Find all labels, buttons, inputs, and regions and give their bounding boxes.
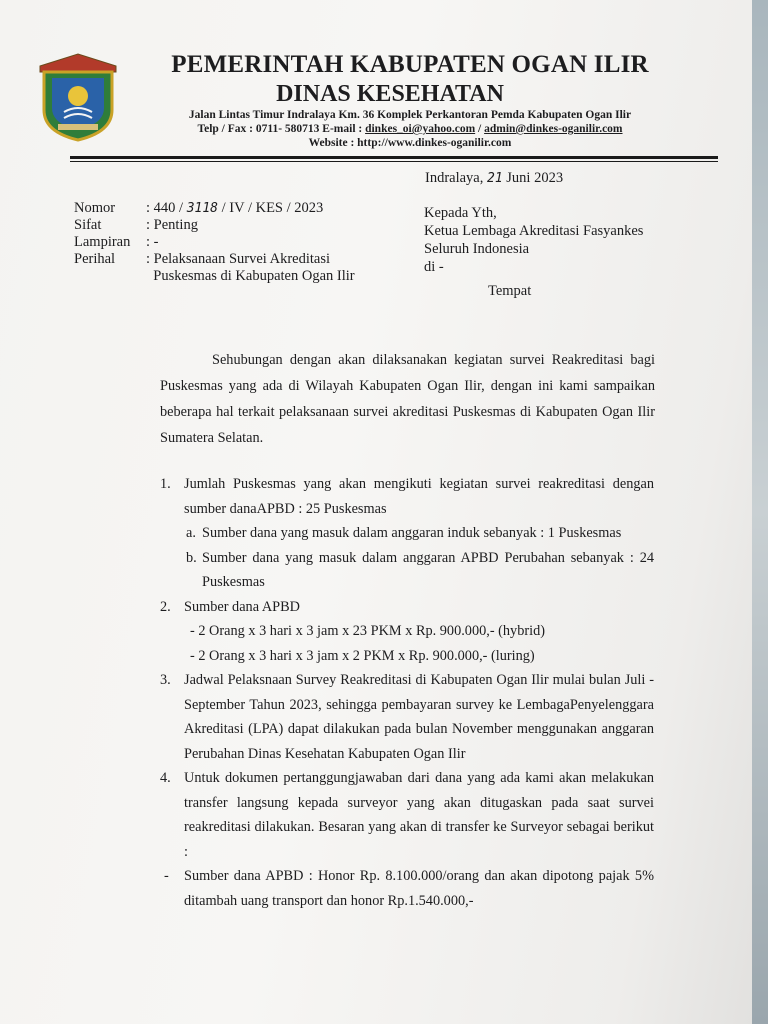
- list-item: 1. Jumlah Puskesmas yang akan mengikuti kegiatan survei reakreditasi dengan sumber danaAPBD : 25 Puskesmas: [160, 476, 654, 517]
- meta-row: Lampiran : -: [74, 234, 159, 250]
- meta-row: Perihal : Pelaksanaan Survei Akreditasi: [74, 251, 331, 267]
- addressee-block: Kepada Yth, Ketua Lembaga Akreditasi Fasyankes Seluruh Indonesia di - Tempat: [424, 205, 644, 299]
- bullet-item: - Sumber dana APBD : Honor Rp. 8.100.000/orang dan akan dipotong pajak 5% ditambah uang transport dan honor Rp.1.540.000,-: [164, 868, 654, 909]
- letterhead-title: PEMERINTAH KABUPATEN OGAN ILIR: [171, 51, 649, 78]
- letterhead-address: Jalan Lintas Timur Indralaya Km. 36 Komplek Perkantoran Pemda Kabupaten Ogan Ilir: [188, 109, 632, 121]
- list-subitem: b. Sumber dana yang masuk dalam anggaran APBD Perubahan sebanyak : 24 Puskesmas: [186, 549, 654, 590]
- list-item: 4. Untuk dokumen pertanggungjawaban dari dana yang ada kami akan melakukan transfer langsung kepada surveyor yang akan ditugaskan pada saat survei reakreditasi dilakukan. Besaran yang akan di transfer ke Surveyor sebagai berikut :: [160, 770, 654, 860]
- letter-intro: [160, 347, 655, 451]
- email-link-1[interactable]: dinkes_oi@yahoo.com: [365, 123, 476, 135]
- letter-date: Indralaya, 21 Juni 2023: [425, 170, 564, 186]
- handwritten-number: 3118: [186, 201, 218, 216]
- meta-row: Sifat : Penting: [74, 217, 198, 233]
- letterhead-contact: Telp / Fax : 0711- 580713 E-mail : dinkes_oi@yahoo.com / admin@dinkes-oganilir.com: [197, 123, 623, 135]
- meta-row: Nomor : 440 / 3118 / IV / KES / 2023: [74, 200, 324, 216]
- list-item: 2. Sumber dana APBD: [160, 598, 300, 615]
- letter-meta: [74, 200, 406, 285]
- cost-line: - 2 Orang x 3 hari x 3 jam x 2 PKM x Rp. 900.000,- (luring): [190, 647, 535, 664]
- header-rule-thin: [70, 161, 718, 162]
- email-link-2[interactable]: admin@dinkes-oganilir.com: [484, 123, 623, 135]
- cost-line: - 2 Orang x 3 hari x 3 jam x 23 PKM x Rp. 900.000,- (hybrid): [190, 623, 545, 639]
- numbered-list: [160, 472, 654, 913]
- meta-row: Puskesmas di Kabupaten Ogan Ilir: [146, 268, 355, 284]
- letterhead: [130, 50, 690, 150]
- handwritten-day: 21: [487, 171, 503, 186]
- list-subitem: a. Sumber dana yang masuk dalam anggaran induk sebanyak : 1 Puskesmas: [186, 525, 622, 541]
- background-edge: [752, 0, 768, 1024]
- list-item: 3. Jadwal Pelaksnaan Survey Reakreditasi di Kabupaten Ogan Ilir mulai bulan Juli - September Tahun 2023, sehingga pembayaran survey ke LembagaPenyelenggara Akreditasi (LPA) dapat dilakukan pada bulan November menggunakan anggaran Perubahan Dinas Kesehatan Kabupaten Ogan Ilir: [160, 672, 654, 762]
- letterhead-subtitle: DINAS KESEHATAN: [276, 81, 504, 107]
- intro-paragraph: Sehubungan dengan akan dilaksanakan kegiatan survei Reakreditasi bagi Puskesmas yang ada di Wilayah Kabupaten Ogan Ilir, dengan ini kami sampaikan beberapa hal terkait pelaksanaan survei akreditasi Puskesmas di Kabupaten Ogan Ilir Sumatera Selatan.: [160, 352, 655, 446]
- header-rule-thick: [70, 156, 718, 159]
- letterhead-website: Website : http://www.dinkes-oganilir.com: [308, 137, 512, 149]
